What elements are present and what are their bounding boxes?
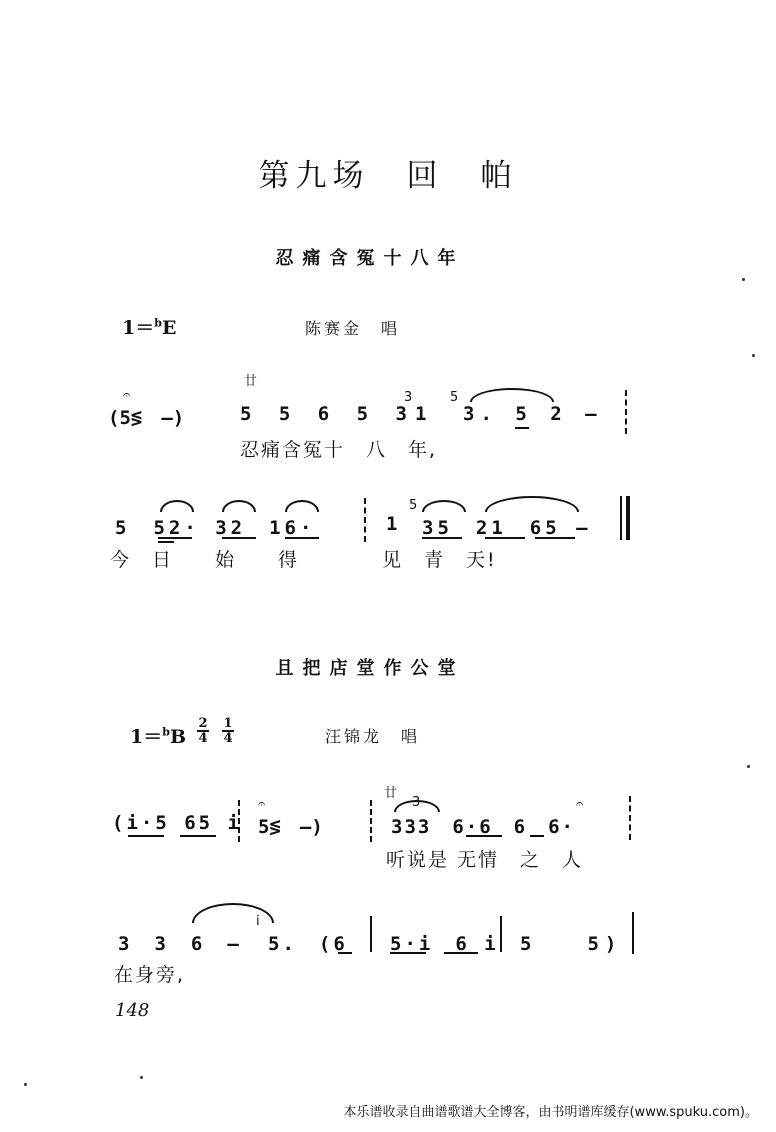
slur-mark: [192, 903, 274, 923]
barline: [370, 916, 372, 952]
scan-speck: [24, 1083, 27, 1086]
song1-line1-intro: (5≶ —): [108, 407, 185, 429]
barline: [632, 912, 634, 954]
song2-line2-lyrics: 在身旁,: [114, 964, 186, 986]
song1-title: 忍痛含冤十八年: [275, 248, 465, 269]
slur-mark: [285, 500, 319, 512]
song2-line1-intro-b: 5≶ —): [258, 816, 323, 838]
fermata-icon: 𝄐: [258, 797, 266, 812]
underline-mark: [158, 541, 174, 543]
final-barline: [620, 496, 622, 540]
song2-line2-notes-a: 3 3 6 —: [118, 933, 242, 955]
barline: [629, 796, 631, 840]
time-signature-2: [222, 717, 234, 745]
time2-denominator: 4: [223, 731, 233, 746]
underline-mark: [444, 952, 478, 954]
song2-title: 且把店堂作公堂: [275, 658, 465, 679]
song2-line2-notes-d: 5 5): [520, 933, 623, 955]
underline-mark: [128, 835, 164, 837]
slur-mark: [485, 496, 579, 512]
song1-line1-lyrics: 忍痛含冤十 八 年,: [240, 439, 438, 461]
song1-line2-notes-c: 35 21 65 —: [422, 517, 592, 539]
underline-mark: [338, 952, 352, 954]
underline-mark: [466, 835, 502, 837]
song2-singer: 汪锦龙 唱: [325, 727, 421, 746]
final-barline: [626, 496, 630, 540]
slur-mark: [470, 388, 554, 402]
song1-line2-notes-b: 1: [386, 513, 398, 535]
song1-line2-lyrics-b: 见 青 天!: [382, 549, 497, 571]
song2-key-prefix: 1＝: [130, 726, 163, 748]
song2-key-note: B: [169, 726, 186, 748]
song2-key: [130, 722, 186, 749]
scan-speck: [747, 765, 750, 768]
barline: [364, 498, 366, 542]
song1-line1-free-meter-mark: 廿: [244, 374, 258, 389]
song2-line2-grace: i: [256, 914, 260, 929]
time2-numerator: 1: [223, 716, 233, 731]
underline-mark: [535, 537, 575, 539]
time1-denominator: 4: [198, 731, 208, 746]
song1-key-prefix: 1＝: [122, 317, 155, 339]
underline-mark: [422, 537, 462, 539]
barline: [370, 800, 372, 842]
underline-mark: [180, 835, 216, 837]
song1-key-note: E: [161, 317, 177, 339]
song1-singer: 陈赛金 唱: [305, 319, 401, 338]
fermata-icon: 𝄐: [576, 797, 584, 812]
underline-mark: [158, 537, 192, 539]
time-signature-1: [197, 717, 209, 745]
footer-credit: 本乐谱收录自曲谱歌谱大全博客，由书明谱库缓存(www.spuku.com)。: [343, 1105, 758, 1120]
underline-mark: [530, 835, 544, 837]
song1-line1-grace1: 3: [404, 390, 413, 405]
scan-speck: [742, 278, 745, 281]
song1-line1-notes-b: 3. 5 2 —: [463, 403, 603, 425]
song1-line2-lyrics-a: 今 日 始 得: [110, 549, 300, 571]
song1-line1-note-a: 1: [415, 403, 427, 425]
underline-mark: [390, 952, 426, 954]
fermata-icon: 𝄐: [123, 388, 131, 403]
song1-line2-grace: 5: [409, 498, 418, 513]
slur-mark: [222, 500, 256, 512]
song1-line2-notes-a: 5 52· 32 16·: [115, 517, 316, 539]
underline-mark: [485, 537, 525, 539]
song2-line1-free-meter-mark: 廿: [384, 786, 398, 801]
underline-mark: [285, 537, 319, 539]
song2-line2-notes-c: 5·i 6 i: [390, 933, 499, 955]
song2-line1-lyrics: 听说是 无情 之 人: [386, 849, 584, 871]
scan-speck: [752, 354, 755, 357]
song2-line1-notes: 333 6·6 6 6·: [391, 816, 575, 838]
barline: [238, 800, 240, 842]
underline-mark: [515, 427, 529, 429]
page-number: 148: [115, 1000, 150, 1021]
song2-line2-notes-b: 5. (6: [268, 933, 348, 955]
slur-mark: [394, 800, 440, 812]
barline: [500, 916, 502, 952]
song2-line1-triplet: 3: [412, 795, 421, 810]
song2-key-flat: b: [162, 725, 170, 739]
page-title: 第九场 回 帕: [258, 158, 518, 194]
time1-numerator: 2: [198, 716, 208, 731]
underline-mark: [222, 537, 256, 539]
song1-line1-grace2: 5: [450, 390, 459, 405]
barline: [625, 390, 627, 434]
slur-mark: [422, 500, 466, 512]
slur-mark: [160, 500, 194, 512]
song1-key: [122, 313, 176, 340]
song1-key-flat: b: [154, 316, 162, 330]
song1-line1-notes: 5 5 6 5 3: [240, 403, 415, 425]
scan-speck: [140, 1076, 143, 1079]
song2-line1-intro-a: (i·5 65 i: [112, 812, 242, 834]
